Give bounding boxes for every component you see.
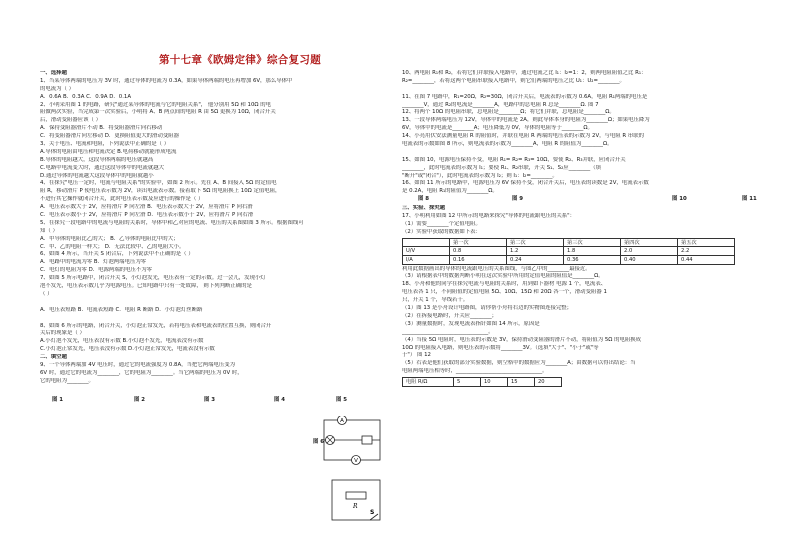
question-text-line: A.小灯泡不发光，电压表没有示数 B.小灯泡不发光，电流表没有示数 [40, 338, 204, 345]
question-text-line: （5）右表是他们获取的部分实验数据，则空格中的数据应为________A；由数据可以得出结论：当 [402, 360, 636, 367]
question-text-line: 8、如图 6 所示的电路，闭合开关，小灯泡正常发光，若将电压表和电流表的位置互换，则闭合开 [40, 322, 272, 329]
table-cell: I/A [403, 256, 450, 265]
table-header-cell: 第五次 [678, 238, 735, 247]
resistor-label: R [353, 503, 358, 510]
question-text-line: ________________________________。 [402, 328, 494, 335]
question-text-line: 9、一个导体两端加 4V 电压时，通过它的电流强度为 0.8A，当把它两端电压变为 [40, 361, 236, 368]
question-text-line: 5、在探究一段电路中的电流与电阻的关系时，导体甲和乙对应的电流、电压的关系图如图 3 所示。根据图线可 [40, 219, 304, 226]
question-text-line: D.通过导体的电流越大这段导体中的电阻就越小 [40, 172, 154, 179]
question-text-line: 3、关于电压、电流和电阻，下列说法中正确的是（ ） [40, 141, 170, 148]
question-text-line: 6V，导体中的电流是________A；电压降低为 0V，导体的电阻等于________Ω。 [402, 125, 593, 132]
question-text-line: 电流表的示数如图 8 所示，则电流表的示数为________A，电阻 R 的阻值为________Ω。 [402, 141, 613, 148]
right-text-block-top [402, 70, 774, 196]
question-text-line [40, 299, 394, 307]
figure-caption: 图 11 [742, 196, 757, 203]
question-text-line: A.导体的电阻由电压和电流决定 B.电荷移动就能形成电流 [40, 148, 177, 155]
question-text-line: ________，此时电流表的示数为 I₁；要使 R₁、R₂串联，开关 S₁、S₂应________（填 [402, 164, 601, 171]
question-text-line: 17、小明利用如图 12 甲所示的电路来探究"导体的电流跟电压的关系"： [402, 213, 576, 220]
question-text-line: 15、如图 10，电源电压保持不变，电阻 R₁= R₂= R₃= 10Ω，要使 R₂、R₃并联，应闭合开关 [402, 156, 626, 163]
figure-caption: 图 8 [418, 196, 430, 203]
switch-label: S [370, 509, 375, 516]
left-column [40, 70, 394, 386]
question-text-line: 6、如图 4 所示，当开关 S 闭合后，下列说法中不正确的是（ ） [40, 251, 194, 258]
table-header-cell: 20 [535, 378, 562, 387]
table-header-cell [403, 238, 450, 247]
table-header-row [403, 378, 562, 387]
question-text-line: 4、在探究"电压一定时，电流与电阻关系"的实验中，如图 2 所示。先在 A、B 间接入 5Ω 的定值电 [40, 180, 277, 187]
question-text-line: 10Ω 的电阻接入电路，则电压表的示数将________3V。（选填"大于"、"小于"或"等 [402, 344, 599, 351]
question-text-line: 它的电阻为________。 [40, 377, 94, 384]
table-cell: 0.8 [450, 247, 507, 256]
question-text-line: C.电路中电流变大时，通过这段导体中的电流就越大 [40, 164, 165, 171]
question-text-line: C.小灯泡正常发光，电压表没有示数 D.小灯泡正常发光，电流表没有示数 [40, 346, 215, 353]
left-text-block [40, 70, 394, 386]
question-text-line: 12、将两个 10Ω 的电阻串联，总电阻是________Ω；将它们并联，总电阻是________Ω。 [402, 109, 615, 116]
table-cell: 0.16 [450, 256, 507, 265]
table-cell: U/V [403, 247, 450, 256]
figure-caption: 图 1 [52, 397, 64, 403]
question-text-line: 一、选择题 [40, 70, 67, 76]
figure-caption: 图 3 [204, 397, 216, 403]
data-table-resistance [402, 377, 562, 387]
question-text-line: A．电路中的电流为零 B．灯泡两端电压为零 [40, 259, 147, 266]
question-text-line: （2）在拆接电路时，开关应________； [402, 312, 498, 319]
question-text-line: 16、如图 11 所示的电路中，电源电压为 6V 保持不变，闭合开关后，电压表的读数是 2V，电流表示数 [402, 180, 649, 187]
question-text-line: 关后的现象是（ ） [40, 330, 85, 337]
table-header-cell: 第三次 [564, 238, 621, 247]
question-text-line: 10、两电阻 R₁和 R₂，若将它们并联接入电路中，通过电流之比 I₁：I₂=1：2，则两电阻阻值之比 R₁： [402, 70, 647, 76]
question-text-line: 不进行其它操作就闭合开关，此时电压表示数及应进行的操作是（ ） [40, 196, 204, 203]
question-text-line: （1）图 13 是小舟设计电路图，请你帮小舟将右边的实物图连接完整； [402, 305, 573, 312]
table-header-cell: 第一次 [450, 238, 507, 247]
question-text-line: A．电压表示数大于 2V，应将滑片 P 向左滑 B．电压表示数大于 2V，应将滑片 P 向右滑 [40, 204, 253, 211]
table-header-cell: 15 [508, 378, 535, 387]
question-text-line: A．电压表短路 B．电流表短路 C．电阻 R 断路 D．小灯泡灯丝断路 [40, 306, 203, 313]
table-cell: 0.24 [507, 256, 564, 265]
page-title: 第十七章《欧姆定律》综合复习题 [159, 54, 321, 66]
voltmeter-label: V [354, 458, 358, 464]
question-text-line: A．0.6A B．0.3A C．0.9A D．0.1A [40, 93, 132, 100]
question-text-line: 是 0.2A，电阻 R₁的阻值为________Ω。 [402, 188, 498, 195]
resistor-icon [346, 492, 366, 499]
question-text-line: C．甲、乙的电阻一样大； D．无法比较甲、乙的电阻大小。 [40, 243, 185, 250]
question-text-line: 2、小明采用图 1 的电路，研究"通过某导体的电流与它的电阻关系"， 他分别用 5Ω 和 10Ω 的电 [40, 101, 272, 108]
table-header-cell: 第二次 [507, 238, 564, 247]
question-text-line: A．甲导体的电阻比乙的大； B．乙导体的电阻比甲的大； [40, 235, 179, 242]
question-text-line: 电阻两端电压相等时，________________________________。 [402, 368, 548, 375]
question-text-line: 18、小舟和他的同学在探究电流与电阻的关系时，用到如下器材 电源 1 个，电流表、 [402, 281, 607, 288]
question-text-line: 只，开关 1 个，导线若干。 [402, 297, 469, 304]
question-text-line: 阻 R，移动滑片 P 使电压表示数为 2V，读出电流表示数。接着取下 5Ω 的电阻换上 10Ω 定值电阻， [40, 188, 281, 195]
right-column [402, 70, 774, 388]
question-text-line: 11、在图 7 电路中，R₁=20Ω，R₂=30Ω，闭合开关后，电流表的示数为 0.6A，电阻 R₁两端的电压是 [402, 93, 648, 100]
circuit-diagram-figure-6 [318, 416, 394, 524]
question-text-line: 1、当某导体两端的电压为 3V 时，通过导体的电流为 0.3A，如果导体两端的电压再增加 6V，那么导体中 [40, 77, 293, 84]
figure-caption: 图 4 [274, 397, 286, 403]
question-text-line: （1）需要________个定值电阻。 [402, 221, 481, 228]
table-header-cell: 第四次 [621, 238, 678, 247]
question-text-line: （ ） [40, 290, 53, 297]
question-text-line: 的电流为（ ） [40, 85, 75, 92]
question-text-line: 14、小亮用伏安法测量电阻 R 的阻值时，并联在电阻 R 两端的电压表的示数为 2V，与电阻 R 串联的 [402, 133, 645, 140]
question-text-line: R₂=________，若将这两个电阻串联接入电路中，则它们两端的电压之比 U₁：U₂=________。 [402, 77, 625, 84]
question-text-line: 于"） 图 12 [402, 352, 431, 359]
question-text-line: 13、一段导体两端电压为 12V，导体中的电流是 2A，则此导体本身的电阻为________Ω；如果电压降为 [402, 117, 650, 124]
question-text-line: （3）测量数据时，发现电流表指针如图 14 所示，原因是 [402, 320, 540, 327]
table-header-cell: 5 [454, 378, 481, 387]
table-cell: 2.0 [621, 247, 678, 256]
figure-caption: 图 5 [336, 397, 348, 403]
table-cell: 1.2 [507, 247, 564, 256]
question-text-line: 二、填空题 [40, 354, 67, 361]
question-text-line: ________V，通过 R₂的电流是________A，电路中的总电阻 R 总是________Ω. 图 7 [402, 101, 599, 108]
question-text-line: 知（ ） [40, 227, 58, 234]
resistor-icon [362, 436, 372, 444]
question-text-line: 利用此数据画出的导体的电流跟电压的关系图线，与图乙中的________最接近。 [402, 265, 591, 272]
table-cell: 0.36 [564, 256, 621, 265]
right-text-block-bottom [402, 266, 774, 376]
table-row [403, 256, 735, 265]
question-text-line: C．电压表示数小于 2V，应将滑片 P 向左滑 D．电压表示数小于 2V，应将滑片 P 向右滑 [40, 212, 254, 219]
table-cell: 0.44 [678, 256, 735, 265]
table-cell: 2.2 [678, 247, 735, 256]
question-text-line [402, 86, 774, 94]
question-text-line: 阻做两次实验，当完成第一次实验后，小明将 A、B 两点间的电阻 R 由 5Ω 更换为 10Ω，闭合开关 [40, 109, 276, 116]
question-text-line: C．将变阻器滑片向左移动 D．更换阻值更大的滑动变阻器 [40, 133, 180, 140]
question-text-line [40, 315, 394, 323]
question-text-line: "断开"或"闭合"），此时电流表的示数为 I₂；则 I₁：I₂=________。 [402, 172, 558, 179]
question-text-line: （4）当接 5Ω 电阻时，电压表的示数是 3V，保持滑动变阻器的滑片不动，将阻值为 5Ω 的电阻换成 [402, 336, 642, 343]
data-table-voltage-current [402, 238, 735, 265]
figure-caption: 图 10 [672, 196, 687, 203]
table-header-cell: 电阻 R/Ω [403, 378, 454, 387]
table-row [403, 247, 735, 256]
question-text-line: 泡不发光，电压表示数几乎为电源电压。已知电路中只有一处故障， 则下列判断正确的是 [40, 283, 252, 290]
table-cell: 1.8 [564, 247, 621, 256]
question-text-line: C．电灯的电阻为零 D．电源两端的电压不为零 [40, 267, 153, 274]
question-text-line: 三、实验、探究题 [402, 205, 446, 212]
figure-caption: 图 2 [134, 397, 146, 403]
question-text-line: 7、如图 5 所示电路中，闭合开关 S，小灯泡发光，电压表有一定的示数。过一会儿，发现小灯 [40, 275, 266, 282]
figure-caption: 图 6 [313, 439, 325, 445]
question-text-line: 6V 时，通过它的电流为________，它的电阻为________。当它两端的电压为 0V 时， [40, 369, 243, 376]
ammeter-label: A [340, 418, 344, 424]
table-cell: 0.40 [621, 256, 678, 265]
question-text-line [402, 149, 774, 157]
question-text-line: 电压表各 1 只，不同阻值的定值电阻 5Ω、10Ω、15Ω 和 20Ω 各一个，滑动变阻器 1 [402, 289, 607, 296]
right-text-block-mid [402, 205, 774, 237]
question-text-line: A．保持变阻器滑片不动 B．将变阻器滑片向右移动 [40, 125, 163, 132]
question-text-line: （2）实验中获取的数据如下表： [402, 228, 481, 235]
table-header-cell: 10 [481, 378, 508, 387]
figure-caption: 图 9 [512, 196, 524, 203]
table-header-row [403, 238, 735, 247]
figure-caption-row-right [402, 196, 774, 205]
question-text-line: B.导体的电阻越大，这段导体两端的电压就越高 [40, 156, 154, 163]
question-text-line: 后，滑动变阻器应该（ ） [40, 117, 102, 124]
question-text-line: （3）请根据表中的数据判断小明在这次实验中所用的定值电阻的阻值是________Ω。 [402, 273, 604, 280]
